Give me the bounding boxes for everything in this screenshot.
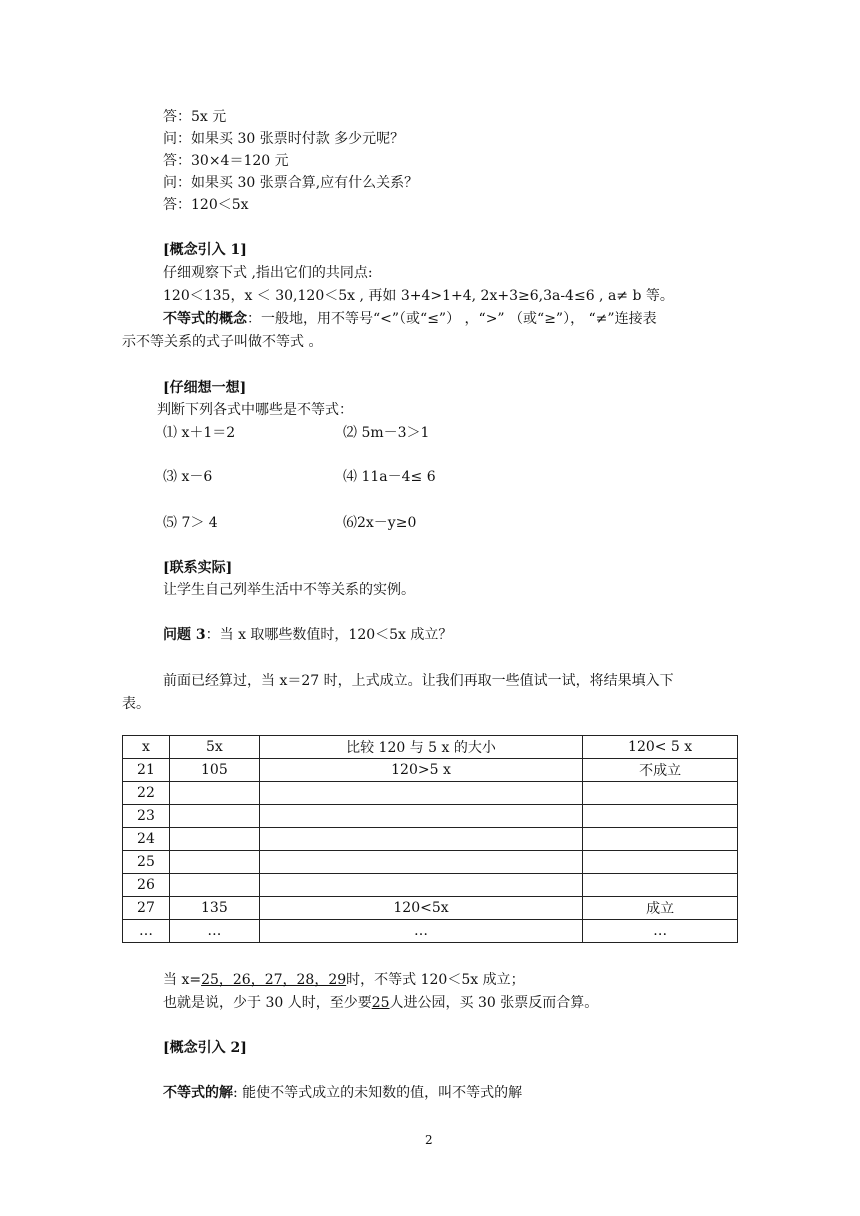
table-row: [123, 759, 738, 782]
conclusion-values: 25，26，27，28，29: [201, 972, 347, 988]
table-cell: [259, 782, 582, 805]
concept-label: 不等式的概念: [163, 311, 247, 327]
problem-statement: [163, 626, 452, 644]
conclusion-prefix: 也就是说，少于 30 人时，至少要: [163, 995, 372, 1011]
conclusion-suffix: 时，不等式 120＜5x 成立；: [346, 972, 525, 988]
table-cell: [583, 805, 738, 828]
concept-text: ：一般地，用不等号“<”（或“≤”） ，“>” （或“≥”）， “≠”连接表: [247, 311, 657, 327]
exercise-item: ⑸ 7＞ 4: [163, 515, 218, 531]
concept-definition: [163, 310, 657, 328]
table-row: [123, 805, 738, 828]
table-row: [123, 920, 738, 943]
section-heading: [概念引入 2]: [163, 1040, 247, 1056]
table-cell: 25: [123, 851, 170, 874]
exercise-item: ⑴ x＋1＝2: [163, 425, 236, 441]
table-cell: [583, 874, 738, 897]
table-cell: [259, 828, 582, 851]
table-header-cell: x: [123, 736, 170, 759]
table-row: [123, 897, 738, 920]
table-cell: [169, 851, 259, 874]
table-cell: 105: [169, 759, 259, 782]
table-cell: 成立: [583, 897, 738, 920]
table-cell: [169, 782, 259, 805]
conclusion-line: [163, 971, 525, 989]
paragraph-line: 表。: [122, 696, 150, 712]
conclusion-suffix: 人进公园，买 30 张票反而合算。: [389, 995, 599, 1011]
exercise-item: ⑵ 5m－3＞1: [343, 425, 430, 441]
paragraph-line: 前面已经算过，当 x＝27 时，上式成立。让我们再取一些值试一试，将结果填入下: [163, 673, 674, 689]
table-cell: 120<5x: [259, 897, 582, 920]
table-cell: [169, 805, 259, 828]
table-cell: 23: [123, 805, 170, 828]
table-cell: [259, 874, 582, 897]
paragraph-line: 示不等关系的式子叫做不等式 。: [122, 334, 323, 350]
concept-definition: [163, 1084, 522, 1102]
table-row: [123, 874, 738, 897]
conclusion-line: [163, 994, 598, 1012]
qa-line: 答：120＜5x: [163, 197, 249, 213]
concept-text: : 能使不等式成立的未知数的值，叫不等式的解: [233, 1085, 523, 1101]
table-header-cell: 5x: [169, 736, 259, 759]
table-header-cell: 120< 5 x: [583, 736, 738, 759]
page-number: 2: [425, 1133, 433, 1147]
table-row: [123, 851, 738, 874]
problem-label: 问题 3: [163, 627, 206, 643]
qa-line: 问：如果买 30 张票时付款 多少元呢？: [163, 131, 405, 147]
table-cell: [583, 782, 738, 805]
table-header-cell: 比较 120 与 5 x 的大小: [259, 736, 582, 759]
exercise-item: ⑶ x－6: [163, 469, 213, 485]
table-cell: [259, 805, 582, 828]
section-heading: [概念引入 1]: [163, 242, 247, 258]
qa-line: 答：5x 元: [163, 109, 227, 125]
table-cell: [169, 874, 259, 897]
table-cell: 120>5 x: [259, 759, 582, 782]
paragraph-line: 120＜135，x ＜ 30,120＜5x , 再如 3+4>1+4, 2x+3≥6,3a-4≤6 , a≠ b 等。: [163, 288, 674, 304]
qa-line: 问：如果买 30 张票合算,应有什么关系？: [163, 175, 419, 191]
table-cell: 26: [123, 874, 170, 897]
table-cell: 22: [123, 782, 170, 805]
paragraph-line: 让学生自己列举生活中不等关系的实例。: [163, 582, 415, 598]
table-cell: [259, 851, 582, 874]
concept-label: 不等式的解: [163, 1085, 233, 1101]
table-cell: 135: [169, 897, 259, 920]
paragraph-line: 判断下列各式中哪些是不等式：: [157, 402, 353, 418]
paragraph-line: 仔细观察下式 ,指出它们的共同点:: [163, 265, 373, 281]
section-heading: [联系实际]: [163, 560, 233, 576]
conclusion-value: 25: [371, 995, 390, 1011]
qa-line: 答：30×4＝120 元: [163, 153, 289, 169]
table-cell: [583, 828, 738, 851]
table-cell: …: [259, 920, 582, 943]
table-cell: 27: [123, 897, 170, 920]
table-row: [123, 828, 738, 851]
table-cell: 21: [123, 759, 170, 782]
section-heading: [仔细想一想]: [163, 380, 247, 396]
table-cell: [169, 828, 259, 851]
table-cell: …: [123, 920, 170, 943]
conclusion-prefix: 当 x=: [163, 972, 202, 988]
table-cell: 24: [123, 828, 170, 851]
table-cell: …: [583, 920, 738, 943]
exercise-item: ⑷ 11a－4≤ 6: [343, 469, 436, 485]
problem-text: ：当 x 取哪些数值时，120＜5x 成立？: [205, 627, 453, 643]
table-row: [123, 782, 738, 805]
table-cell: 不成立: [583, 759, 738, 782]
table-cell: [583, 851, 738, 874]
table-cell: …: [169, 920, 259, 943]
exercise-item: ⑹2x－y≥0: [343, 515, 417, 531]
table-header-row: [123, 736, 738, 759]
results-table: [122, 735, 738, 943]
